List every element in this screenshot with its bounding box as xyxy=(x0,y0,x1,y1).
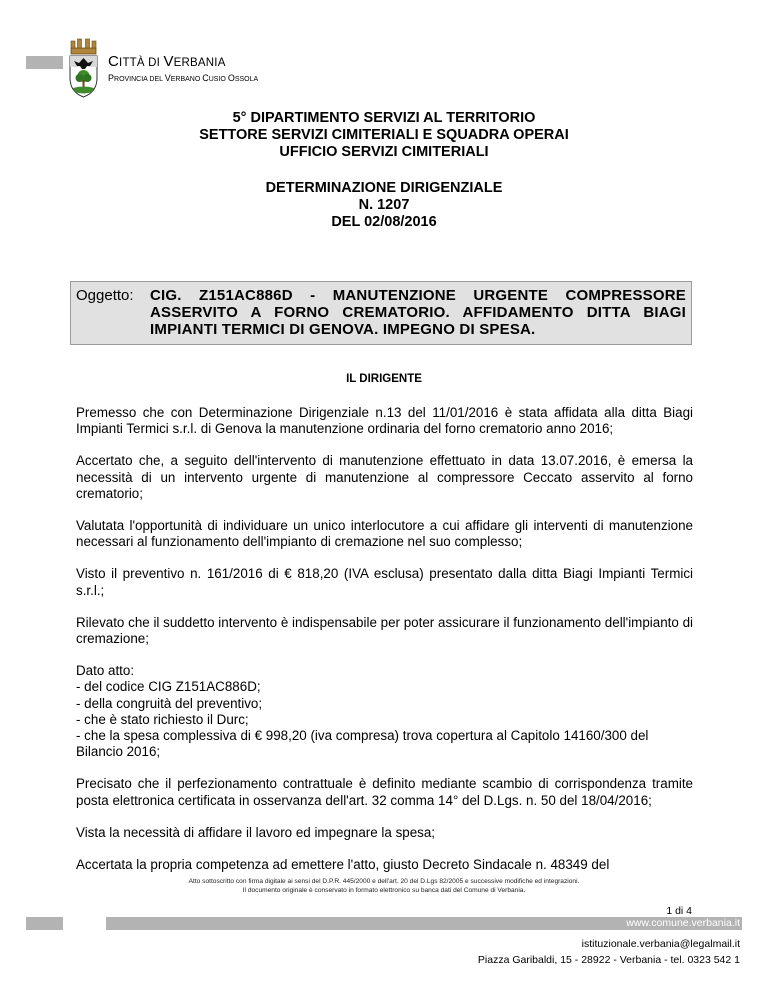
department-line: 5° DIPARTIMENTO SERVIZI AL TERRITORIO xyxy=(232,110,536,126)
subject-text: CIG. Z151AC886D - MANUTENZIONE URGENTE COMPRESSORE ASSERVITO A FORNO CREMATORIO. AFFIDAMENTO DITTA BIAGI IMPIANTI TERMICI DI GENOVA. IMPEGNO DI SPESA. xyxy=(150,287,686,338)
body-paragraph: Vista la necessità di affidare il lavoro ed impegnare la spesa; xyxy=(76,824,436,840)
body-paragraph: Accertato che, a seguito dell'intervento di manutenzione effettuato in data 13.07.2016, è emersa la necessità di un intervento urgente di manutenzione al compressore Ceccato asservito al forno crematorio; xyxy=(76,453,693,501)
page-number: 1 di 4 xyxy=(666,905,692,917)
footnote-line: Atto sottoscritto con firma digitale ai sensi del D.P.R. 445/2000 e dell'art. 20 del D.Lgs 82/2005 e successive modifiche ed integrazioni. xyxy=(188,878,580,885)
signature-footnote xyxy=(0,877,768,895)
department-line: UFFICIO SERVIZI CIMITERIALI xyxy=(279,144,489,160)
determination-date: DEL 02/08/2016 xyxy=(331,214,437,230)
body-paragraph: Precisato che il perfezionamento contrattuale è definito mediante scambio di corrispondenza tramite posta elettronica certificata in osservanza dell'art. 32 comma 14° del D.Lgs. n. 50 del 18/04/2016; xyxy=(76,776,693,808)
determination-heading xyxy=(0,180,768,231)
city-name: CITTÀ DI VERBANIA xyxy=(108,53,226,70)
determination-title: DETERMINAZIONE DIRIGENZIALE xyxy=(265,180,503,196)
document-body xyxy=(76,405,693,889)
body-paragraph: Rilevato che il suddetto intervento è indispensabile per poter assicurare il funzionamento dell'impianto di cremazione; xyxy=(76,614,693,647)
email-address[interactable]: istituzionale.verbania@legalmail.it xyxy=(581,938,740,950)
body-paragraph: Visto il preventivo n. 161/2016 di € 818,20 (IVA esclusa) presentato dalla ditta Biagi Impianti Termici s.r.l.; xyxy=(76,566,693,598)
website-link[interactable]: www.comune.verbania.it xyxy=(626,917,740,929)
body-paragraph: Valutata l'opportunità di individuare un unico interlocutore a cui affidare gli interventi di manutenzione necessari al funzionamento dell'impianto di cremazione nel suo complesso; xyxy=(76,518,693,550)
dato-atto-list: Dato atto: - del codice CIG Z151AC886D; - della congruità del preventivo; - che è stato richiesto il Durc; - che la spesa complessiva di € 998,20 (iva compresa) trova copertura al Capitolo 14160/300 del Bilancio 2016; xyxy=(76,663,649,760)
body-paragraph: Accertata la propria competenza ad emettere l'atto, giusto Decreto Sindacale n. 48349 del xyxy=(76,857,610,873)
section-heading: IL DIRIGENTE xyxy=(346,373,422,385)
department-line: SETTORE SERVIZI CIMITERIALI E SQUADRA OPERAI xyxy=(199,127,569,143)
determination-number: N. 1207 xyxy=(358,197,410,213)
header-gray-bar xyxy=(26,56,63,69)
footnote-line: Il documento originale è conservato in formato elettronico su banca dati del Comune di Verbania. xyxy=(242,887,526,894)
body-paragraph: Premesso che con Determinazione Dirigenziale n.13 del 11/01/2016 è stata affidata alla ditta Biagi Impianti Termici s.r.l. di Genova la manutenzione ordinaria del forno crematorio anno 2016; xyxy=(76,405,693,437)
postal-address: Piazza Garibaldi, 15 - 28922 - Verbania - tel. 0323 542 1 xyxy=(477,954,740,966)
footer-gray-bar-left xyxy=(26,917,63,930)
province-name: PROVINCIA DEL VERBANO CUSIO OSSOLA xyxy=(108,73,259,83)
department-heading xyxy=(0,110,768,161)
subject-label: Oggetto: xyxy=(76,287,134,304)
city-crest-icon xyxy=(67,38,100,98)
